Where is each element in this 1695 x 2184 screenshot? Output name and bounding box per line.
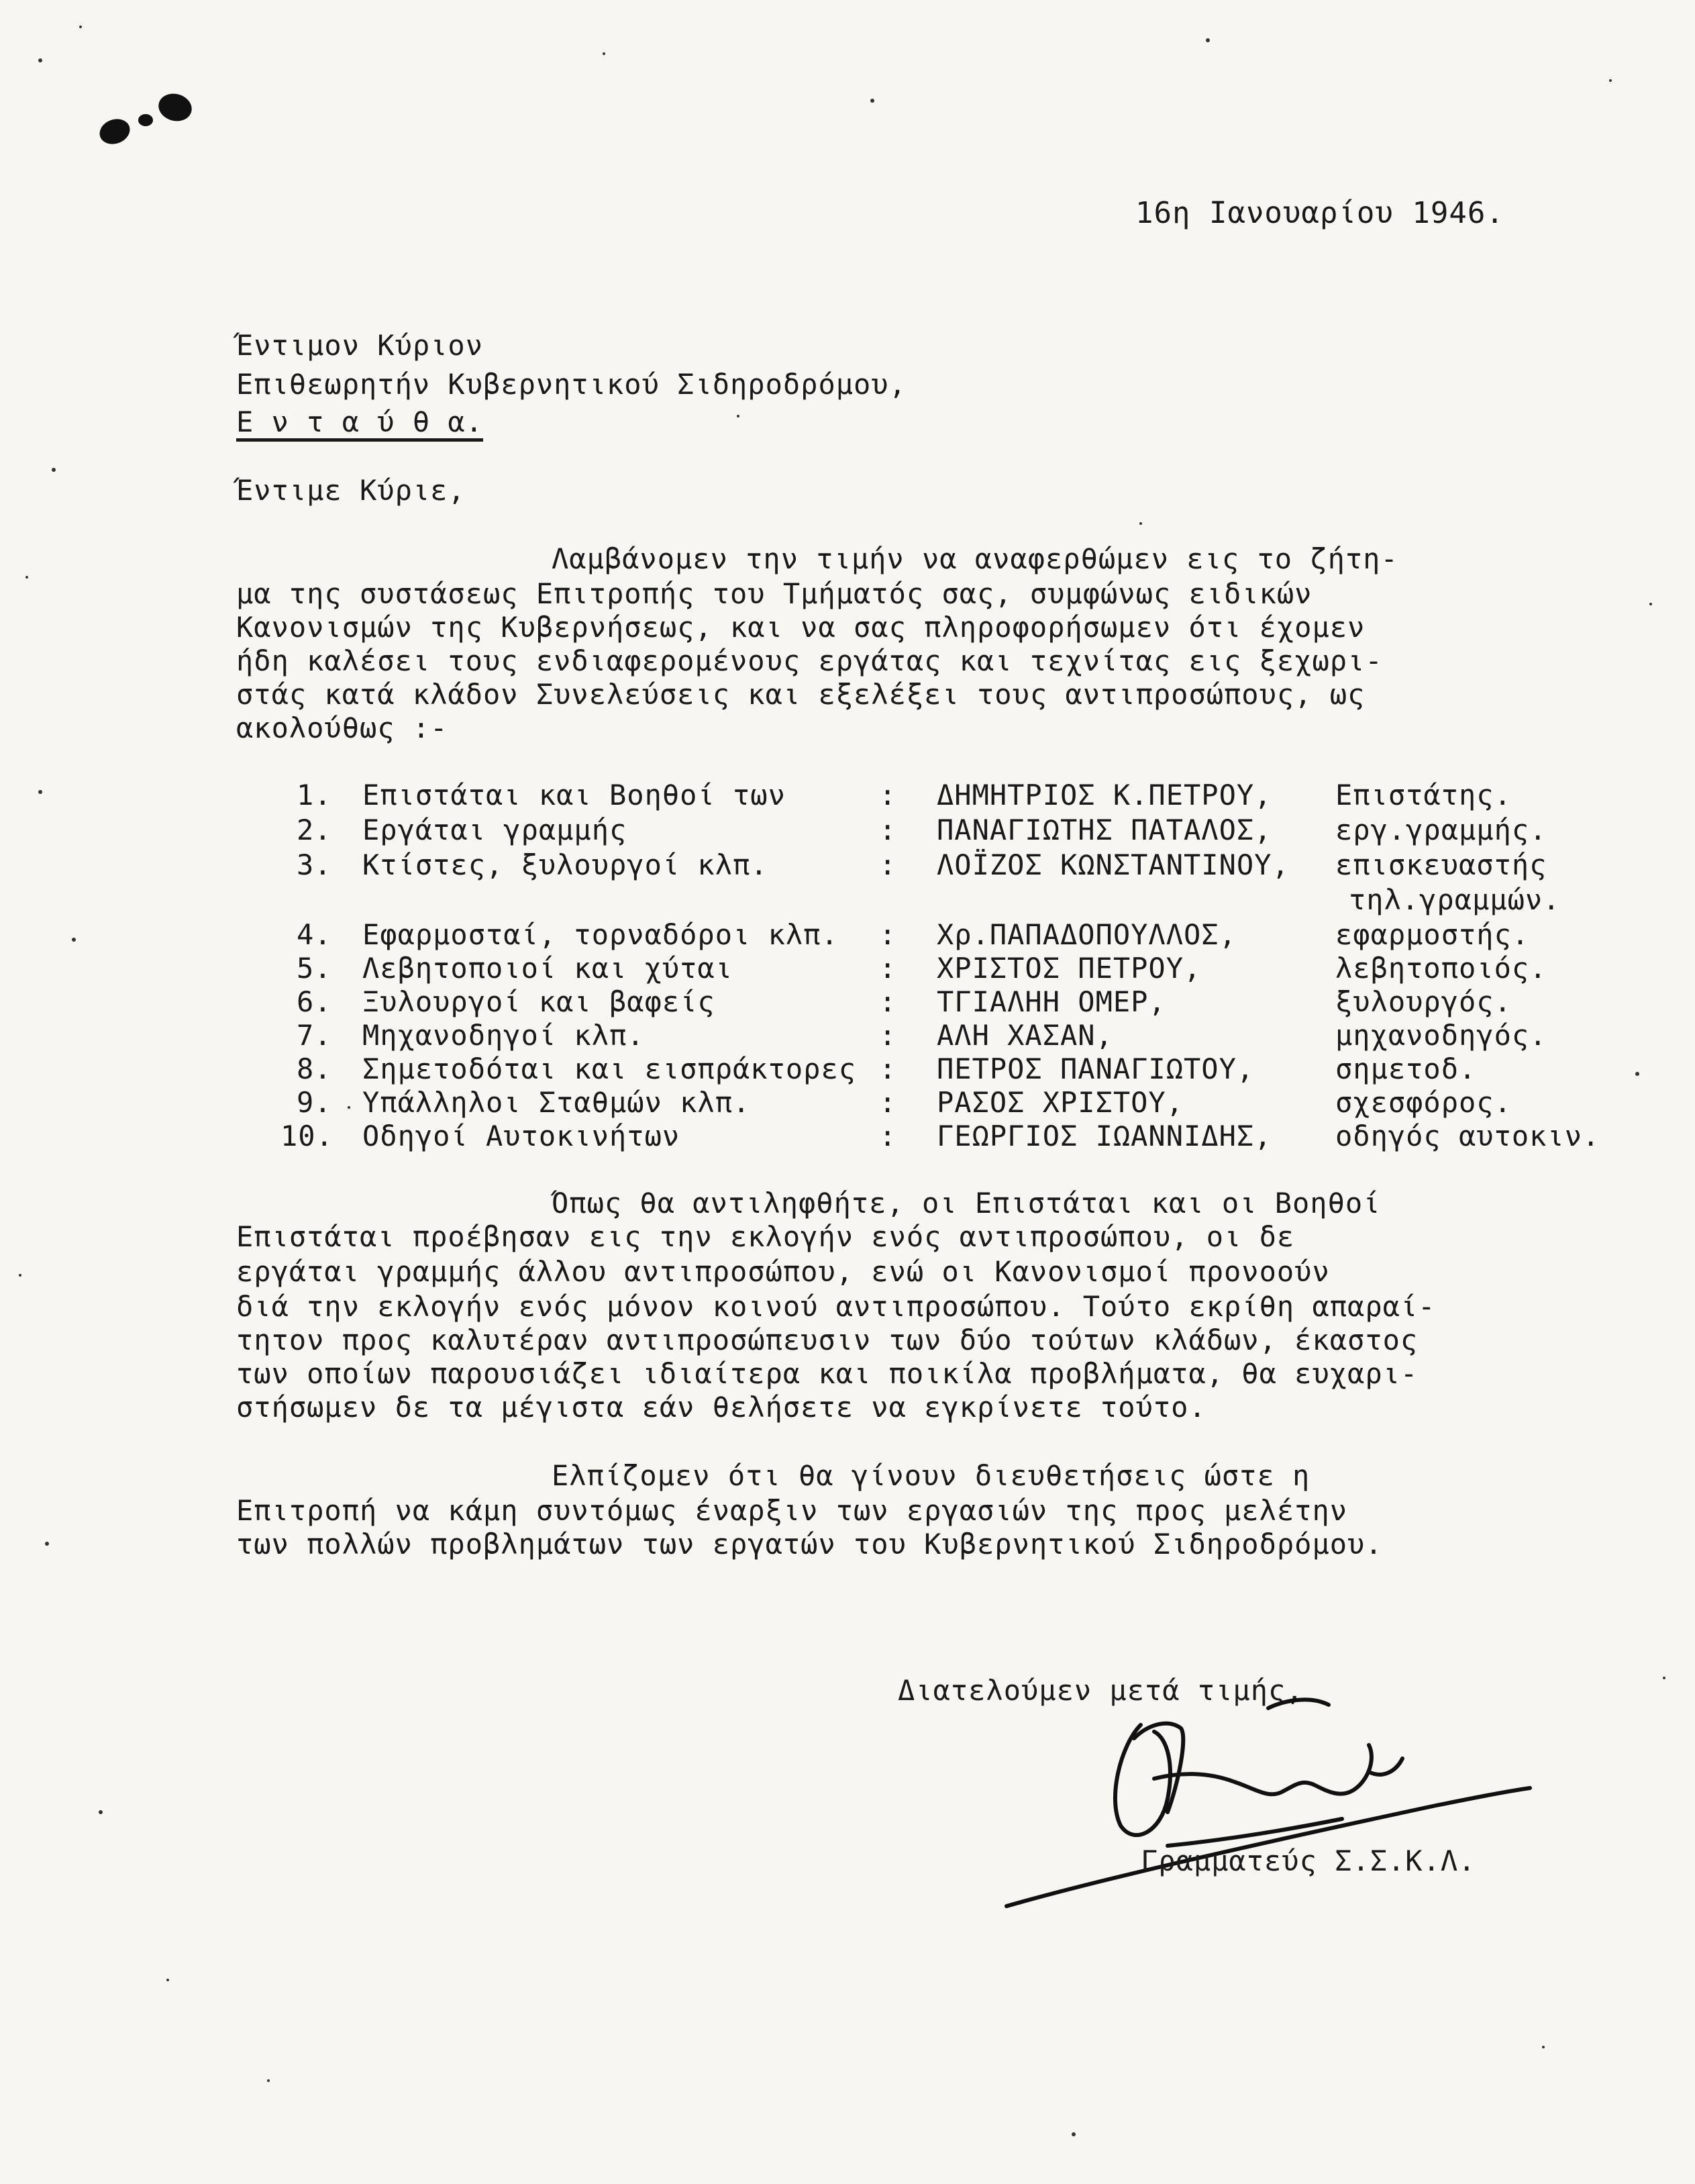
list-colon: : (879, 1019, 897, 1052)
list-colon: : (879, 1086, 897, 1119)
paragraph-line: των πολλών προβλημάτων των εργατών του Κυβερνητικού Σιδηροδρόμου. (236, 1528, 1383, 1560)
list-colon: : (879, 848, 897, 881)
list-name: ΡΑΣΟΣ ΧΡΙΣΤΟΥ, (937, 1086, 1184, 1119)
salutation: Έντιμε Κύριε, (236, 474, 466, 507)
paragraph-line: ήδη καλέσει τους ενδιαφερομένους εργάτας και τεχνίτας εις ξεχωρι- (236, 644, 1383, 677)
list-colon: : (879, 1052, 897, 1085)
recipient-position: Επιθεωρητήν Κυβερνητικού Σιδηροδρόμου, (236, 368, 907, 401)
list-name: ΑΛΗ ΧΑΣΑΝ, (937, 1019, 1113, 1052)
list-branch: Εφαρμοσταί, τορναδόροι κλπ. (362, 918, 839, 951)
paragraph-line: Λαμβάνομεν την τιμήν να αναφερθώμεν εις το ζήτη- (552, 542, 1398, 575)
list-number: 9. (297, 1086, 332, 1119)
list-role: σχεσφόρος. (1335, 1086, 1512, 1119)
paragraph-line: τητον προς καλυτέραν αντιπροσώπευσιν των δύο τούτων κλάδων, έκαστος (236, 1324, 1419, 1356)
list-branch: Κτίστες, ξυλουργοί κλπ. (362, 848, 768, 881)
list-role: λεβητοποιός. (1335, 952, 1547, 985)
letter-date: 16η Ιανουαρίου 1946. (1135, 196, 1504, 230)
list-colon: : (879, 952, 897, 985)
paragraph-line: Κανονισμών της Κυβερνήσεως, και να σας πληροφορήσωμεν ότι έχομεν (236, 611, 1366, 644)
list-branch: Σημετοδόται και εισπράκτορες (362, 1052, 857, 1085)
list-number: 6. (297, 985, 332, 1018)
list-number: 8. (297, 1052, 332, 1085)
list-role: ξυλουργός. (1335, 985, 1512, 1018)
paragraph-line: Επιτροπή να κάμη συντόμως έναρξιν των εργασιών της προς μελέτην (236, 1494, 1348, 1527)
paragraph-line: Επιστάται προέβησαν εις την εκλογήν ενός αντιπροσώπου, οι δε (236, 1220, 1295, 1253)
list-colon: : (879, 985, 897, 1018)
list-colon: : (879, 779, 897, 811)
list-number: 1. (297, 779, 332, 811)
paragraph-line: διά την εκλογήν ενός μόνον κοινού αντιπροσώπου. Τούτο εκρίθη απαραί- (236, 1290, 1436, 1323)
list-branch: Λεβητοποιοί και χύται (362, 952, 733, 985)
list-number: 2. (297, 813, 332, 846)
paragraph-line: ακολούθως :- (236, 711, 448, 744)
paragraph-line: εργάται γραμμής άλλου αντιπροσώπου, ενώ οι Κανονισμοί προνοούν (236, 1255, 1330, 1288)
list-role: εργ.γραμμής. (1335, 813, 1547, 846)
list-role: επισκευαστής (1335, 848, 1547, 881)
list-name: ΔΗΜΗΤΡΙΟΣ Κ.ΠΕΤΡΟΥ, (937, 779, 1272, 811)
list-name: ΤΓΙΑΛΗΗ ΟΜΕΡ, (937, 985, 1166, 1018)
paragraph-line: Ελπίζομεν ότι θα γίνουν διευθετήσεις ώστε η (552, 1459, 1311, 1492)
recipient-location: Ε ν τ α ύ θ α. (236, 405, 484, 438)
signature-title: Γραμματεύς Σ.Σ.Κ.Λ. (1141, 1844, 1476, 1877)
list-name: ΛΟΪΖΟΣ ΚΩΝΣΤΑΝΤΙΝΟΥ, (937, 848, 1290, 881)
list-number: 3. (297, 848, 332, 881)
closing: Διατελούμεν μετά τιμής, (898, 1674, 1304, 1707)
list-number: 5. (297, 952, 332, 985)
list-branch: Εργάται γραμμής (362, 813, 627, 846)
list-name: ΧΡΙΣΤΟΣ ΠΕΤΡΟΥ, (937, 952, 1202, 985)
list-number: 7. (297, 1019, 332, 1052)
list-name: Χρ.ΠΑΠΑΔΟΠΟΥΛΛΟΣ, (937, 918, 1237, 951)
list-colon: : (879, 813, 897, 846)
recipient-title: Έντιμον Κύριον (236, 329, 484, 362)
list-number: 10. (280, 1120, 333, 1152)
paragraph-line: Όπως θα αντιληφθήτε, οι Επιστάται και οι Βοηθοί (552, 1187, 1381, 1220)
list-role: μηχανοδηγός. (1335, 1019, 1547, 1052)
list-branch: Ξυλουργοί και βαφείς (362, 985, 715, 1018)
list-name: ΠΕΤΡΟΣ ΠΑΝΑΓΙΩΤΟΥ, (937, 1052, 1255, 1085)
list-colon: : (879, 918, 897, 951)
list-role: σημετοδ. (1335, 1052, 1477, 1085)
paragraph-line: μα της συστάσεως Επιτροπής του Τμήματός σας, συμφώνως ειδικών (236, 577, 1313, 610)
list-name: ΠΑΝΑΓΙΩΤΗΣ ΠΑΤΑΛΟΣ, (937, 813, 1272, 846)
list-branch: Μηχανοδηγοί κλπ. (362, 1019, 645, 1052)
list-name: ΓΕΩΡΓΙΟΣ ΙΩΑΝΝΙΔΗΣ, (937, 1120, 1272, 1152)
list-branch: Υπάλληλοι Σταθμών κλπ. (362, 1086, 751, 1119)
list-role: Επιστάτης. (1335, 779, 1512, 811)
paragraph-line: στάς κατά κλάδον Συνελεύσεις και εξελέξει τους αντιπροσώπους, ως (236, 678, 1366, 711)
list-colon: : (879, 1120, 897, 1152)
paragraph-line: των οποίων παρουσιάζει ιδιαίτερα και ποικίλα προβλήματα, θα ευχαρι- (236, 1357, 1419, 1390)
signature (966, 1665, 1570, 1946)
list-branch: Οδηγοί Αυτοκινήτων (362, 1120, 680, 1152)
list-role: οδηγός αυτοκιν. (1335, 1120, 1600, 1152)
list-branch: Επιστάται και Βοηθοί των (362, 779, 786, 811)
list-role-continued: τηλ.γραμμών. (1349, 883, 1561, 916)
paragraph-line: στήσωμεν δε τα μέγιστα εάν θελήσετε να εγκρίνετε τούτο. (236, 1391, 1206, 1424)
list-number: 4. (297, 918, 332, 951)
list-role: εφαρμοστής. (1335, 918, 1530, 951)
